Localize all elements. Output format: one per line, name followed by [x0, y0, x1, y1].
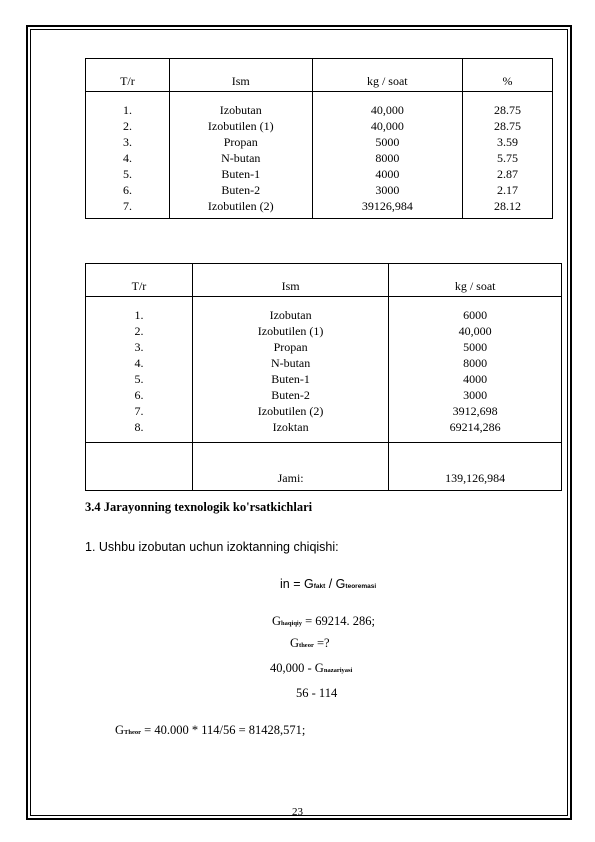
cell-line: 5000 — [463, 340, 488, 354]
percent-column — [463, 92, 553, 219]
page-number: 23 — [292, 806, 303, 818]
cell-line: 3. — [134, 340, 144, 354]
formula-subscript: nazariyasi — [323, 667, 353, 674]
cell-line: 3. — [122, 135, 132, 149]
formula-actual — [272, 614, 375, 629]
cell-line: 2. — [134, 324, 144, 338]
cell-line: Buten-2 — [221, 183, 261, 197]
total-value: 139,126,984 — [389, 443, 562, 491]
cell-line: Buten-2 — [271, 388, 310, 402]
cell-line: Propan — [223, 135, 258, 149]
header-percent: % — [463, 59, 553, 92]
formula-text: =? — [313, 636, 330, 650]
cell-line: 3000 — [463, 388, 488, 402]
cell-line: 7. — [134, 404, 144, 418]
cell-line: Buten-1 — [271, 372, 310, 386]
cell-line: 2.87 — [497, 167, 518, 181]
composition-table-2 — [85, 263, 562, 491]
formula-text: = 69214. 286; — [302, 614, 376, 628]
formula-text: 40,000 - G — [270, 661, 324, 675]
cell-line: 3.59 — [497, 135, 518, 149]
cell-line: 5000 — [375, 135, 400, 149]
cell-line: 5. — [134, 372, 144, 386]
header-kg-soat: kg / soat — [389, 264, 562, 297]
cell-line: Izobutan — [269, 308, 312, 322]
cell-line: 2.17 — [497, 183, 518, 197]
names-column — [169, 92, 312, 219]
cell-line: 5. — [122, 167, 132, 181]
formula-subscript: fakt — [313, 583, 326, 590]
formula-text: / G — [325, 577, 346, 591]
header-ism: Ism — [192, 264, 388, 297]
cell-line: N-butan — [221, 151, 261, 165]
cell-line: Buten-1 — [221, 167, 261, 181]
cell-line: Izobutilen (1) — [207, 119, 274, 133]
cell-line: 4000 — [463, 372, 488, 386]
cell-line: 6000 — [463, 308, 488, 322]
cell-line: N-butan — [270, 356, 311, 370]
total-row — [86, 443, 562, 491]
cell-line: 28.75 — [494, 103, 521, 117]
cell-line: 8000 — [375, 151, 400, 165]
cell-line: 4. — [134, 356, 144, 370]
header-kg-soat: kg / soat — [312, 59, 462, 92]
cell-line: 39126,984 — [361, 199, 413, 213]
header-tr: T/r — [86, 264, 193, 297]
formula-subscript: Theor — [124, 729, 142, 736]
cell-line: 8000 — [463, 356, 488, 370]
cell-line: Propan — [273, 340, 308, 354]
composition-table-1 — [85, 58, 553, 219]
names-column — [192, 297, 388, 443]
formula-subscript: haqiqiy — [281, 620, 302, 627]
cell-line: Izoktan — [272, 420, 309, 434]
cell-line: Izobutilen (1) — [257, 324, 324, 338]
formula-subscript: theor — [299, 642, 314, 649]
cell-line: Izobutan — [219, 103, 262, 117]
cell-line: 3000 — [375, 183, 400, 197]
cell-line: 7. — [122, 199, 132, 213]
cell-line: 4. — [122, 151, 132, 165]
formula-subscript: teoremasi — [345, 583, 377, 590]
formula-text: G — [272, 614, 282, 628]
table-header-row — [86, 264, 562, 297]
formula-proportion-bottom: 56 - 114 — [296, 686, 338, 700]
cell-line: 4000 — [375, 167, 400, 181]
formula-text: G — [115, 723, 125, 737]
cell-line: Izobutilen (2) — [207, 199, 274, 213]
formula-yield — [280, 577, 376, 591]
cell-line: 6. — [134, 388, 144, 402]
cell-line: 69214,286 — [449, 420, 501, 434]
kg-column — [389, 297, 562, 443]
cell-line: 40,000 — [458, 324, 492, 338]
cell-line: 40,000 — [370, 119, 404, 133]
total-empty-cell — [86, 443, 193, 491]
header-tr: T/r — [86, 59, 170, 92]
header-ism: Ism — [169, 59, 312, 92]
cell-line: 40,000 — [370, 103, 404, 117]
cell-line: 8. — [134, 420, 144, 434]
formula-text: G — [290, 636, 300, 650]
table-header-row — [86, 59, 553, 92]
cell-line: 3912,698 — [452, 404, 498, 418]
formula-proportion-top — [270, 661, 352, 676]
table-row — [86, 92, 553, 219]
numbers-column — [86, 92, 170, 219]
cell-line: 28.75 — [494, 119, 521, 133]
table-row — [86, 297, 562, 443]
cell-line: 28.12 — [494, 199, 521, 213]
section-title: 3.4 Jarayonning texnologik ko'rsatkichlari — [85, 500, 313, 514]
cell-line: 1. — [134, 308, 144, 322]
formula-text: in = G — [280, 577, 314, 591]
cell-line: 1. — [122, 103, 132, 117]
formula-result — [115, 723, 305, 738]
total-label: Jami: — [192, 443, 388, 491]
cell-line: 6. — [122, 183, 132, 197]
kg-column — [312, 92, 462, 219]
formula-theor — [290, 636, 330, 651]
cell-line: Izobutilen (2) — [257, 404, 324, 418]
cell-line: 5.75 — [497, 151, 518, 165]
cell-line: 2. — [122, 119, 132, 133]
formula-text: = 40.000 * 114/56 = 81428,571; — [141, 723, 306, 737]
intro-paragraph: 1. Ushbu izobutan uchun izoktanning chiqishi: — [85, 540, 339, 554]
numbers-column — [86, 297, 193, 443]
